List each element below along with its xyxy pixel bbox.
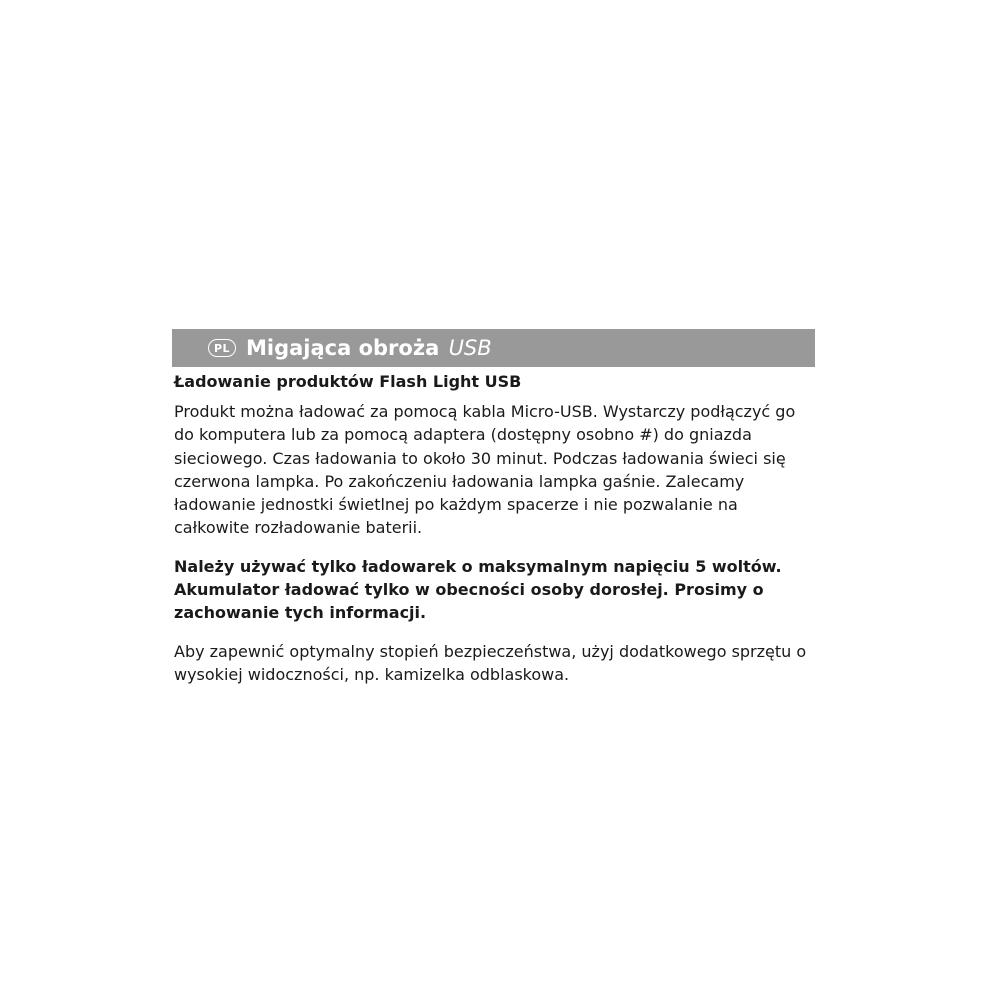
paragraph-line: ładowanie jednostki świetlnej po każdym spacerze i nie pozwalanie na (174, 495, 738, 515)
paragraph-line: wysokiej widoczności, np. kamizelka odblaskowa. (174, 664, 570, 684)
language-badge-pl: PL (208, 339, 236, 357)
safety-paragraph (174, 640, 814, 687)
charging-paragraph (174, 400, 814, 540)
paragraph-line: czerwona lampka. Po zakończeniu ładowania lampka gaśnie. Zalecamy (174, 471, 745, 491)
section-subtitle: Ładowanie produktów Flash Light USB (174, 372, 522, 391)
warning-line: zachowanie tych informacji. (174, 603, 427, 623)
paragraph-line: Aby zapewnić optymalny stopień bezpieczeństwa, użyj dodatkowego sprzętu o (174, 641, 807, 661)
section-header-bar (172, 329, 815, 367)
title-usb-suffix: USB (448, 336, 492, 360)
title-text: Migająca obroża (246, 336, 440, 360)
warning-line: Akumulator ładować tylko w obecności osoby dorosłej. Prosimy o (174, 580, 764, 600)
warning-line: Należy używać tylko ładowarek o maksymalnym napięciu 5 woltów. (174, 556, 782, 576)
paragraph-line: do komputera lub za pomocą adaptera (dostępny osobno #) do gniazda (174, 425, 752, 445)
instructions-content (174, 370, 814, 701)
page-title (246, 336, 492, 360)
paragraph-line: Produkt można ładować za pomocą kabla Micro-USB. Wystarczy podłączyć go (174, 402, 796, 421)
paragraph-line: całkowite rozładowanie baterii. (174, 518, 423, 538)
warning-paragraph (174, 555, 814, 625)
paragraph-line: sieciowego. Czas ładowania to około 30 minut. Podczas ładowania świeci się (174, 448, 786, 468)
